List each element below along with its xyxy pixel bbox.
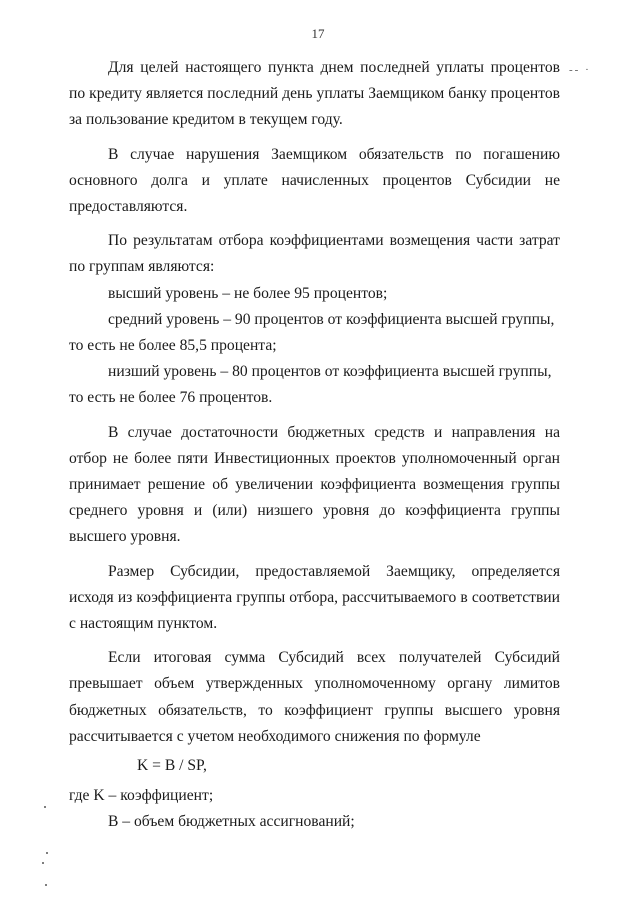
page-number: 17 bbox=[311, 26, 325, 41]
list-item-lowest-level: низший уровень – 80 процентов от коэффициента высшей группы, то есть не более 76 процентов. bbox=[69, 363, 552, 407]
margin-marks: -- · bbox=[569, 64, 591, 76]
paragraph-obligation-violation: В случае нарушения Заемщиком обязательств по погашению основного долга и уплате начисленных процентов Субсидии не предоставляются. bbox=[69, 145, 560, 216]
definition-b: B – объем бюджетных ассигнований; bbox=[108, 813, 355, 831]
definition-k: где K – коэффициент; bbox=[69, 787, 214, 805]
formula: K = B / SP, bbox=[137, 757, 207, 775]
list-item-highest-level: высший уровень – не более 95 процентов; bbox=[108, 284, 388, 302]
scan-speck bbox=[46, 852, 48, 854]
paragraph-last-interest-payment: Для целей настоящего пункта днем последней уплаты процентов по кредиту является последний день уплаты Заемщиком банку процентов за пользование кредитом в текущем году. bbox=[69, 59, 560, 129]
list-item-middle-level: средний уровень – 90 процентов от коэффициента высшей группы, то есть не более 85,5 процента; bbox=[69, 310, 555, 355]
paragraph-budget-sufficiency: В случае достаточности бюджетных средств и направления на отбор не более пяти Инвестиционных проектов уполномоченный орган принимает решение об увеличении коэффициента возмещения группы среднего уровня и (или) низшего уровня до коэффициента группы высшего уровня. bbox=[69, 423, 560, 546]
paragraph-subsidy-size: Размер Субсидии, предоставляемой Заемщику, определяется исходя из коэффициента группы отбора, рассчитываемого в соответствии с настоящим пунктом. bbox=[69, 562, 560, 633]
paragraph-subsidy-total: Если итоговая сумма Субсидий всех получателей Субсидий превышает объем утвержденных уполномоченному органу лимитов бюджетных обязательств, то коэффициент группы высшего уровня рассчитывается с учетом необходимого снижения по формуле bbox=[69, 649, 560, 745]
scan-speck bbox=[42, 862, 44, 864]
scan-speck bbox=[45, 884, 47, 886]
paragraph-coefficients-intro: По результатам отбора коэффициентами возмещения части затрат по группам являются: bbox=[69, 232, 560, 276]
scan-speck bbox=[44, 806, 46, 808]
document-body bbox=[69, 55, 560, 836]
